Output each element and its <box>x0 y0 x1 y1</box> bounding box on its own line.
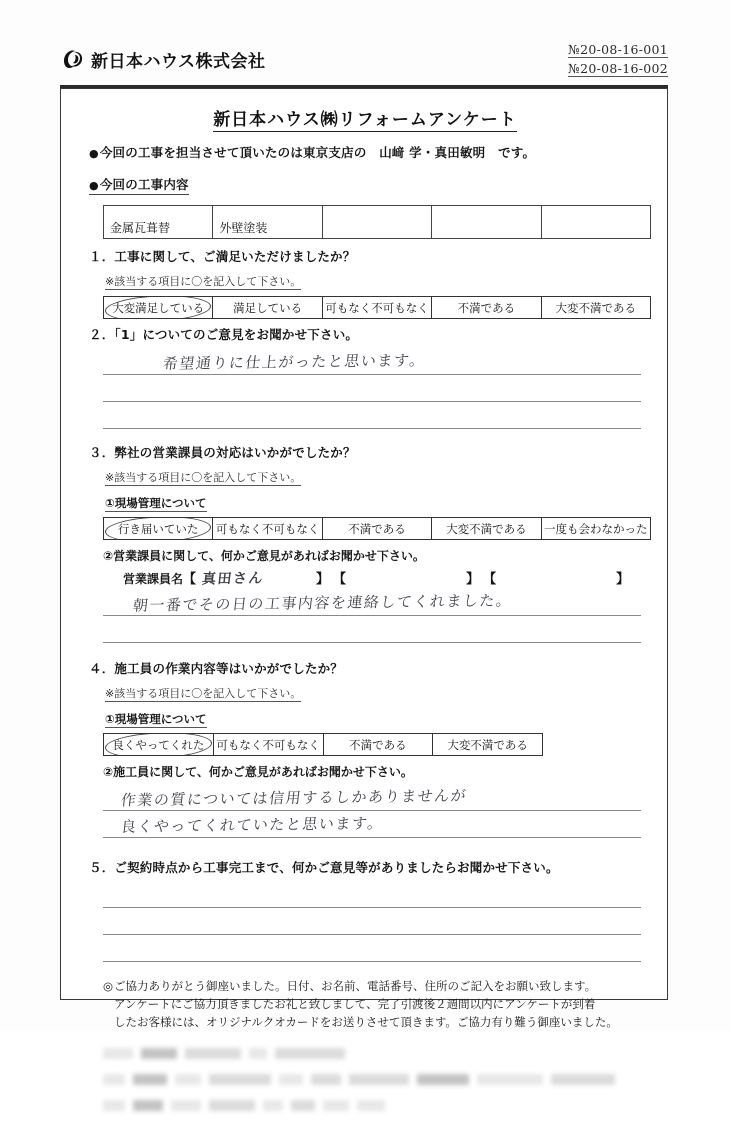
q1-option-4[interactable]: 大変不満である <box>541 297 650 319</box>
notice-line-3: したお客様には、オリジナルクオカードをお送りさせて頂きます。ご協力有り難う御座いました。 <box>114 1014 618 1029</box>
redacted-row-3 <box>103 1098 643 1114</box>
redaction-block <box>263 1100 283 1111</box>
redaction-block <box>133 1100 163 1111</box>
redaction-block <box>357 1100 385 1111</box>
q4-sub2-label: ②施工員に関して、何かご意見があればお聞かせ下さい。 <box>103 765 413 780</box>
swoosh-logo-icon <box>60 46 86 72</box>
form-inner <box>89 101 648 1124</box>
q1-note: ※該当する項目に〇を記入して下さい。 <box>105 275 302 289</box>
q3-handwriting-1: 朝一番でその日の工事内容を連絡してくれました。 <box>131 591 514 615</box>
q3-name-field-3[interactable] <box>483 568 629 587</box>
work-content-label: ● 今回の工事内容 <box>89 176 189 195</box>
q4-handwriting-1: 作業の質については信用するしかありませんが <box>119 786 469 810</box>
q3-option-2[interactable]: 不満である <box>322 518 431 540</box>
q3-name-slot-3[interactable] <box>496 570 616 587</box>
bracket-close-icon: 】 <box>466 572 480 588</box>
q3-name-slot-2[interactable] <box>346 570 466 587</box>
document-number-1: №20-08-16-001 <box>568 42 668 57</box>
work-cell-1: 金属瓦葺替 <box>104 206 213 239</box>
q4-option-2[interactable]: 不満である <box>323 734 433 756</box>
q2-line-3[interactable] <box>103 402 641 429</box>
q5-line-1[interactable] <box>103 881 641 908</box>
redaction-block <box>103 1074 125 1085</box>
redaction-block <box>249 1048 267 1059</box>
q3-note-wrap <box>89 466 641 490</box>
bracket-close-icon: 】 <box>616 572 630 588</box>
q1-note-wrap <box>89 270 641 294</box>
q2-handwriting-1: 希望通りに仕上がったと思います。 <box>161 351 427 374</box>
redaction-block <box>209 1074 271 1085</box>
redacted-row-2 <box>103 1072 643 1088</box>
q5-answer-area[interactable] <box>103 881 641 962</box>
q4-line-2[interactable] <box>103 811 641 838</box>
closing-notice <box>103 978 643 1031</box>
letterhead <box>0 42 730 86</box>
document-number-2: №20-08-16-002 <box>568 61 668 76</box>
company-name: 新日本ハウス株式会社 <box>91 51 266 72</box>
redaction-block <box>141 1048 177 1059</box>
table-row <box>104 734 543 756</box>
q4-sub1-label: ①現場管理について <box>105 712 207 727</box>
table-row <box>104 518 651 540</box>
q4-option-0[interactable]: 良くやってくれた <box>104 734 214 756</box>
work-cell-5 <box>541 206 650 239</box>
q1-option-2[interactable]: 可もなく不可もなく <box>322 297 431 319</box>
redacted-customer-info <box>103 1046 643 1114</box>
intro-staff-line: ● 今回の工事を担当させて頂いたのは東京支店の 山﨑 学・真田敏明 です。 <box>89 144 641 162</box>
work-cell-3 <box>322 206 431 239</box>
q3-option-4[interactable]: 一度も会わなかった <box>541 518 650 540</box>
q3-sub2-label: ②営業課員に関して、何かご意見があればお聞かせ下さい。 <box>103 549 425 564</box>
notice-line-1: ◎ ご協力ありがとう御座いました。日付、お名前、電話番号、住所のご記入をお願い致します。 <box>103 978 643 996</box>
q4-answer-area[interactable] <box>103 784 641 838</box>
q1-option-1[interactable]: 満足している <box>213 297 322 319</box>
redaction-block <box>103 1048 133 1059</box>
q4-note: ※該当する項目に〇を記入して下さい。 <box>105 687 302 701</box>
q4-sub1-wrap <box>89 706 641 731</box>
q4-line-1[interactable] <box>103 784 641 811</box>
q3-option-1[interactable]: 可もなく不可もなく <box>213 518 322 540</box>
bracket-open-icon: 【 <box>183 572 197 588</box>
q1-option-0[interactable]: 大変満足している <box>104 297 213 319</box>
q3-line-2[interactable] <box>103 616 641 643</box>
company-logo-block <box>60 46 266 72</box>
q3-name-field-1[interactable] <box>183 568 329 587</box>
q1-option-3[interactable]: 不満である <box>432 297 541 319</box>
work-cell-2: 外壁塗装 <box>213 206 322 239</box>
q3-line-1[interactable] <box>103 589 641 616</box>
work-content-table <box>103 205 651 239</box>
q5-heading: ５．ご契約時点から工事完工まで、何かご意見等がありましたらお聞かせ下さい。 <box>89 860 559 876</box>
document-numbers <box>568 42 668 80</box>
q2-answer-area[interactable] <box>103 348 641 429</box>
q3-sub1-wrap <box>89 490 641 515</box>
q2-heading: ２．「1」についてのご意見をお聞かせ下さい。 <box>89 327 359 343</box>
bracket-open-icon: 【 <box>333 572 347 588</box>
redaction-block <box>275 1048 345 1059</box>
redaction-block <box>185 1048 241 1059</box>
redaction-block <box>477 1074 543 1085</box>
q1-heading: １．工事に関して、ご満足いただけましたか？ <box>89 249 356 265</box>
work-content-heading-wrap <box>89 169 641 202</box>
q4-handwriting-2: 良くやってくれていたと思います。 <box>119 814 385 837</box>
redaction-block <box>311 1074 341 1085</box>
work-cell-4 <box>432 206 541 239</box>
redaction-block <box>171 1100 201 1111</box>
form-frame <box>60 88 668 1029</box>
redacted-row-1 <box>103 1046 643 1062</box>
redaction-block <box>175 1074 201 1085</box>
q3-answer-area[interactable] <box>103 589 641 643</box>
q3-name-field-2[interactable] <box>333 568 479 587</box>
q1-options-table <box>103 296 651 319</box>
bracket-close-icon: 】 <box>316 572 330 588</box>
q3-option-0[interactable]: 行き届いていた <box>104 518 213 540</box>
q3-note: ※該当する項目に〇を記入して下さい。 <box>105 471 302 485</box>
q3-name-handwriting-1: 真田さん <box>201 570 265 588</box>
table-row <box>104 206 651 239</box>
q5-line-3[interactable] <box>103 935 641 962</box>
q3-option-3[interactable]: 大変不満である <box>432 518 541 540</box>
q2-line-2[interactable] <box>103 375 641 402</box>
form-title: 新日本ハウス㈱リフォームアンケート <box>213 105 517 132</box>
q5-line-2[interactable] <box>103 908 641 935</box>
redaction-block <box>279 1074 303 1085</box>
q3-name-label: 営業課員名 <box>123 572 184 587</box>
q3-heading: ３．弊社の営業課員の対応はいかがでしたか？ <box>89 445 356 461</box>
q4-option-1[interactable]: 可もなく不可もなく <box>213 734 323 756</box>
q4-heading: ４．施工員の作業内容等はいかがでしたか？ <box>89 661 344 677</box>
redaction-block <box>551 1074 615 1085</box>
redaction-block <box>209 1100 255 1111</box>
redaction-block <box>133 1074 167 1085</box>
redaction-block <box>103 1100 125 1111</box>
redaction-block <box>291 1100 315 1111</box>
redaction-block <box>323 1100 349 1111</box>
redaction-block <box>417 1074 469 1085</box>
q3-options-table <box>103 517 651 540</box>
q3-name-slot-1[interactable] <box>196 570 316 587</box>
bracket-open-icon: 【 <box>483 572 497 588</box>
notice-line-2: アンケートにご協力頂きましたお礼と致しまして、完了引渡後２週間以内にアンケートが到着 <box>114 997 596 1012</box>
q4-option-3[interactable]: 大変不満である <box>433 734 543 756</box>
q3-name-row[interactable] <box>123 568 641 587</box>
q4-options-table <box>103 733 543 756</box>
q3-sub1-label: ①現場管理について <box>105 496 207 511</box>
table-row <box>104 297 651 319</box>
redaction-block <box>349 1074 409 1085</box>
q4-note-wrap <box>89 682 641 706</box>
q2-line-1[interactable] <box>103 348 641 375</box>
